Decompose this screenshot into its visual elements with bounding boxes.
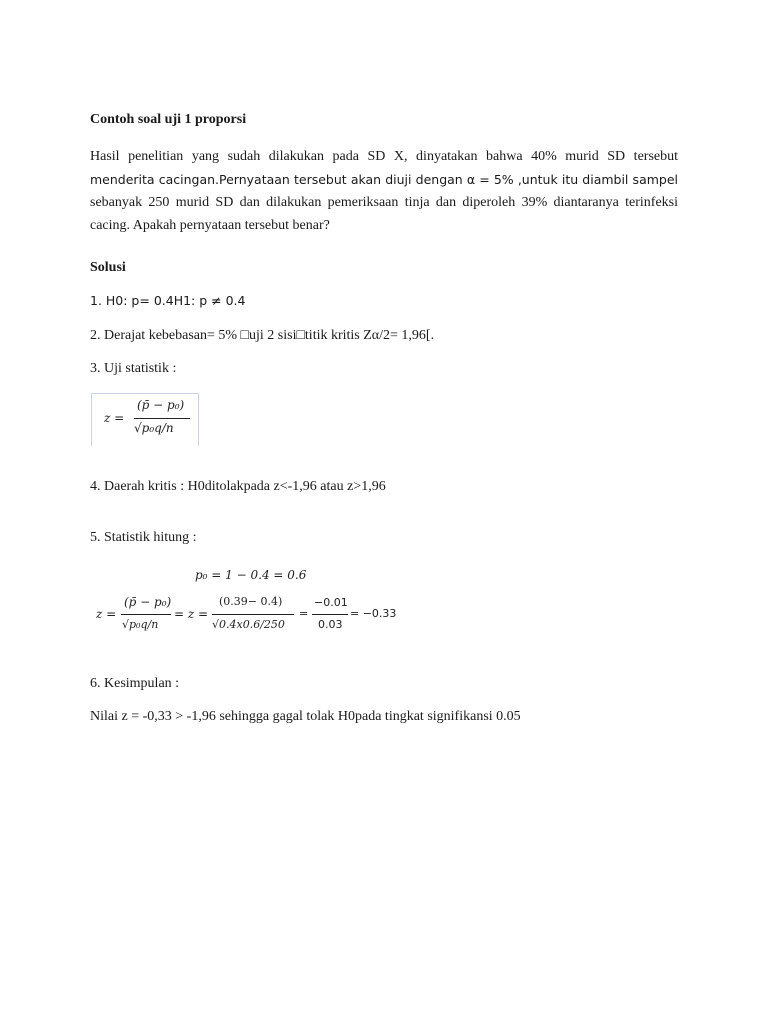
- formula2-frac3-denominator: 0.03: [318, 618, 343, 631]
- solusi-heading: Solusi: [90, 260, 126, 275]
- problem-text-2: menderita cacingan.Pernyataan tersebut akan diuji dengan α = 5% ,untuk itu diambil sampel: [90, 171, 678, 187]
- formula2-result: = −0.33: [350, 607, 397, 620]
- formula1-denominator: √p₀q/n: [134, 421, 174, 435]
- formula2-lhs: z =: [96, 607, 117, 621]
- formula2-frac3-bar: [312, 614, 348, 615]
- formula2-frac2-denominator: √0.4x0.6/250: [212, 618, 285, 631]
- step-1-hypothesis: 1. H0: p= 0.4H1: p ≠ 0.4: [90, 293, 246, 308]
- formula2-p0-line: p₀ = 1 − 0.4 = 0.6: [195, 568, 307, 582]
- formula1-fraction-bar: [134, 418, 190, 419]
- step-4-critical-region: 4. Daerah kritis : H0ditolakpada z<-1,96 atau z>1,96: [90, 479, 386, 494]
- problem-text-1: Hasil penelitian yang sudah dilakukan pada SD X, dinyatakan bahwa 40% murid SD tersebut: [90, 149, 678, 164]
- step-2-significance: 2. Derajat kebebasan= 5% □uji 2 sisi□titik kritis Zα/2= 1,96[.: [90, 328, 435, 343]
- formula2-frac1-numerator: (p̄ − p₀): [124, 595, 172, 609]
- problem-paragraph: [90, 146, 678, 237]
- step-6-conclusion-heading: 6. Kesimpulan :: [90, 676, 180, 691]
- conclusion-text: Nilai z = -0,33 > -1,96 sehingga gagal tolak H0pada tingkat signifikansi 0.05: [90, 709, 521, 724]
- formula1-numerator: (p̄ − p₀): [137, 398, 185, 412]
- formula2-frac3-numerator: −0.01: [314, 596, 348, 609]
- formula2-frac2-bar: [212, 614, 294, 615]
- step-3-test-statistic: 3. Uji statistik :: [90, 361, 177, 376]
- document-title: Contoh soal uji 1 proporsi: [90, 112, 247, 127]
- step-5-computed-statistic: 5. Statistik hitung :: [90, 530, 197, 545]
- test-statistic-formula: [91, 393, 199, 446]
- formula2-equals-z: = z =: [174, 607, 209, 621]
- formula2-frac2-numerator: (0.39− 0.4): [219, 595, 283, 608]
- formula1-lhs: z =: [104, 411, 125, 425]
- problem-text-3: sebanyak 250 murid SD dan dilakukan pemeriksaan tinja dan diperoleh 39% diantaranya terinfeksi cacing. Apakah pernyataan tersebut benar?: [90, 195, 678, 233]
- formula2-equals: =: [299, 607, 309, 620]
- formula2-frac1-denominator: √p₀q/n: [122, 618, 159, 631]
- formula2-frac1-bar: [121, 614, 171, 615]
